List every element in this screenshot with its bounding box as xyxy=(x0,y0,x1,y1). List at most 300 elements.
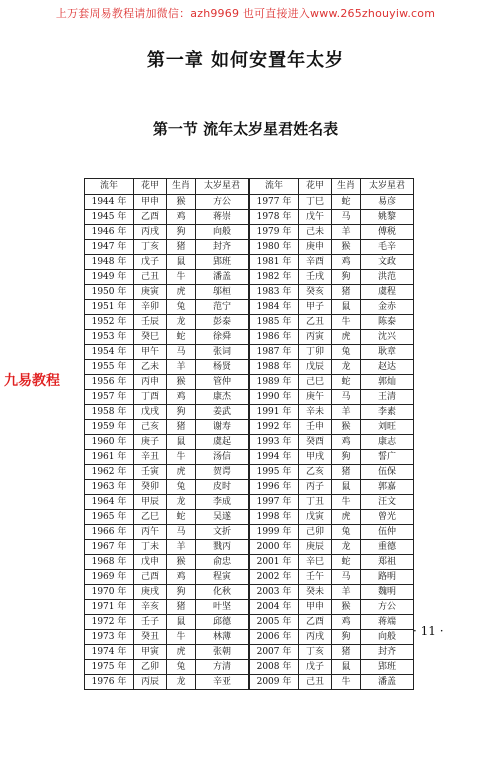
cell-zodiac: 蛇 xyxy=(332,195,361,210)
cell-ganzhi: 庚子 xyxy=(134,435,167,450)
table-row xyxy=(85,330,414,345)
cell-zodiac: 马 xyxy=(332,390,361,405)
cell-year: 1993 年 xyxy=(249,435,299,450)
cell-star: 张词 xyxy=(196,345,250,360)
cell-ganzhi: 壬寅 xyxy=(134,465,167,480)
cell-star: 汪文 xyxy=(361,495,414,510)
cell-zodiac: 虎 xyxy=(167,645,196,660)
cell-year: 2000 年 xyxy=(249,540,299,555)
cell-ganzhi: 庚寅 xyxy=(134,285,167,300)
cell-ganzhi: 壬午 xyxy=(299,570,332,585)
cell-ganzhi: 乙酉 xyxy=(134,210,167,225)
cell-star: 俞忠 xyxy=(196,555,250,570)
cell-ganzhi: 丁未 xyxy=(134,540,167,555)
cell-zodiac: 龙 xyxy=(332,360,361,375)
table-row xyxy=(85,525,414,540)
cell-year: 1948 年 xyxy=(85,255,134,270)
cell-year: 1991 年 xyxy=(249,405,299,420)
cell-zodiac: 羊 xyxy=(167,360,196,375)
cell-zodiac: 狗 xyxy=(332,630,361,645)
cell-ganzhi: 辛卯 xyxy=(134,300,167,315)
cell-year: 1965 年 xyxy=(85,510,134,525)
cell-year: 1949 年 xyxy=(85,270,134,285)
cell-zodiac: 狗 xyxy=(167,405,196,420)
cell-year: 1950 年 xyxy=(85,285,134,300)
table-row xyxy=(85,210,414,225)
cell-ganzhi: 甲午 xyxy=(134,345,167,360)
cell-star: 辛亚 xyxy=(196,675,250,690)
table-row xyxy=(85,630,414,645)
cell-year: 1990 年 xyxy=(249,390,299,405)
table-row xyxy=(85,540,414,555)
tai-sui-table xyxy=(84,178,414,690)
cell-ganzhi: 乙巳 xyxy=(134,510,167,525)
cell-year: 1985 年 xyxy=(249,315,299,330)
cell-year: 2001 年 xyxy=(249,555,299,570)
table-row xyxy=(85,675,414,690)
cell-star: 方清 xyxy=(196,660,250,675)
cell-year: 1966 年 xyxy=(85,525,134,540)
cell-year: 1947 年 xyxy=(85,240,134,255)
table-row xyxy=(85,345,414,360)
cell-year: 1984 年 xyxy=(249,300,299,315)
cell-ganzhi: 丙辰 xyxy=(134,675,167,690)
table-row xyxy=(85,645,414,660)
cell-zodiac: 兔 xyxy=(167,480,196,495)
cell-ganzhi: 戊寅 xyxy=(299,510,332,525)
cell-zodiac: 马 xyxy=(332,210,361,225)
cell-zodiac: 蛇 xyxy=(332,555,361,570)
cell-zodiac: 龙 xyxy=(332,540,361,555)
cell-year: 1945 年 xyxy=(85,210,134,225)
cell-year: 2007 年 xyxy=(249,645,299,660)
cell-star: 誓广 xyxy=(361,450,414,465)
cell-star: 张朝 xyxy=(196,645,250,660)
cell-star: 蒋端 xyxy=(361,615,414,630)
cell-ganzhi: 己未 xyxy=(299,225,332,240)
table-row xyxy=(85,615,414,630)
cell-star: 郭嘉 xyxy=(361,480,414,495)
cell-star: 潘盖 xyxy=(361,675,414,690)
cell-zodiac: 鸡 xyxy=(332,615,361,630)
cell-year: 1964 年 xyxy=(85,495,134,510)
cell-zodiac: 兔 xyxy=(332,345,361,360)
cell-ganzhi: 壬申 xyxy=(299,420,332,435)
table-row xyxy=(85,315,414,330)
cell-zodiac: 猴 xyxy=(332,240,361,255)
cell-ganzhi: 辛亥 xyxy=(134,600,167,615)
cell-star: 徐舜 xyxy=(196,330,250,345)
cell-zodiac: 羊 xyxy=(332,585,361,600)
header-ganzhi: 花甲 xyxy=(299,179,332,195)
cell-year: 2009 年 xyxy=(249,675,299,690)
cell-ganzhi: 癸亥 xyxy=(299,285,332,300)
cell-ganzhi: 己卯 xyxy=(299,525,332,540)
cell-zodiac: 龙 xyxy=(167,315,196,330)
cell-year: 1977 年 xyxy=(249,195,299,210)
cell-year: 2004 年 xyxy=(249,600,299,615)
cell-zodiac: 鸡 xyxy=(167,390,196,405)
cell-year: 1971 年 xyxy=(85,600,134,615)
table-row xyxy=(85,570,414,585)
cell-zodiac: 龙 xyxy=(167,495,196,510)
cell-star: 重德 xyxy=(361,540,414,555)
cell-year: 1968 年 xyxy=(85,555,134,570)
cell-star: 曾光 xyxy=(361,510,414,525)
cell-year: 1952 年 xyxy=(85,315,134,330)
cell-zodiac: 虎 xyxy=(167,285,196,300)
table-row xyxy=(85,510,414,525)
cell-year: 1981 年 xyxy=(249,255,299,270)
cell-zodiac: 牛 xyxy=(167,450,196,465)
cell-zodiac: 猴 xyxy=(332,600,361,615)
cell-ganzhi: 丙午 xyxy=(134,525,167,540)
cell-star: 虞程 xyxy=(361,285,414,300)
cell-ganzhi: 己亥 xyxy=(134,420,167,435)
cell-zodiac: 鼠 xyxy=(167,255,196,270)
header-year: 流年 xyxy=(85,179,134,195)
cell-zodiac: 猪 xyxy=(332,465,361,480)
cell-ganzhi: 庚申 xyxy=(299,240,332,255)
cell-star: 毛辛 xyxy=(361,240,414,255)
cell-ganzhi: 丙申 xyxy=(134,375,167,390)
table-row xyxy=(85,420,414,435)
cell-ganzhi: 己巳 xyxy=(299,375,332,390)
cell-star: 林薄 xyxy=(196,630,250,645)
cell-star: 金赤 xyxy=(361,300,414,315)
header-star: 太岁星君 xyxy=(361,179,414,195)
cell-zodiac: 牛 xyxy=(167,630,196,645)
cell-star: 姚黎 xyxy=(361,210,414,225)
cell-star: 伍仲 xyxy=(361,525,414,540)
cell-star: 沈兴 xyxy=(361,330,414,345)
cell-ganzhi: 辛巳 xyxy=(299,555,332,570)
table-row xyxy=(85,270,414,285)
cell-ganzhi: 庚戌 xyxy=(134,585,167,600)
table-row xyxy=(85,555,414,570)
table-row xyxy=(85,585,414,600)
chapter-title: 第一章 如何安置年太岁 xyxy=(146,50,345,71)
cell-ganzhi: 癸酉 xyxy=(299,435,332,450)
cell-year: 1946 年 xyxy=(85,225,134,240)
cell-ganzhi: 丁巳 xyxy=(299,195,332,210)
cell-ganzhi: 辛未 xyxy=(299,405,332,420)
cell-year: 1963 年 xyxy=(85,480,134,495)
cell-star: 方公 xyxy=(196,195,250,210)
cell-star: 化秋 xyxy=(196,585,250,600)
cell-zodiac: 蛇 xyxy=(167,330,196,345)
cell-star: 范宁 xyxy=(196,300,250,315)
cell-ganzhi: 丁卯 xyxy=(299,345,332,360)
cell-zodiac: 鼠 xyxy=(332,480,361,495)
cell-star: 杨贤 xyxy=(196,360,250,375)
cell-zodiac: 牛 xyxy=(332,315,361,330)
cell-zodiac: 鼠 xyxy=(167,615,196,630)
cell-ganzhi: 丁亥 xyxy=(134,240,167,255)
cell-zodiac: 鼠 xyxy=(332,300,361,315)
table-row xyxy=(85,255,414,270)
cell-zodiac: 鸡 xyxy=(167,570,196,585)
cell-star: 管仲 xyxy=(196,375,250,390)
cell-year: 1995 年 xyxy=(249,465,299,480)
cell-year: 1973 年 xyxy=(85,630,134,645)
cell-zodiac: 羊 xyxy=(167,540,196,555)
table-row xyxy=(85,240,414,255)
section-title: 第一节 流年太岁星君姓名表 xyxy=(152,120,339,138)
table-row xyxy=(85,435,414,450)
cell-year: 2005 年 xyxy=(249,615,299,630)
cell-ganzhi: 乙酉 xyxy=(299,615,332,630)
cell-star: 方公 xyxy=(361,600,414,615)
cell-zodiac: 狗 xyxy=(167,585,196,600)
side-stamp: 九易教程 xyxy=(4,373,60,389)
cell-year: 1982 年 xyxy=(249,270,299,285)
cell-year: 1975 年 xyxy=(85,660,134,675)
header-ganzhi: 花甲 xyxy=(134,179,167,195)
cell-star: 郢班 xyxy=(196,255,250,270)
cell-ganzhi: 辛酉 xyxy=(299,255,332,270)
table-row xyxy=(85,450,414,465)
cell-zodiac: 猴 xyxy=(332,420,361,435)
cell-star: 程寅 xyxy=(196,570,250,585)
cell-ganzhi: 丁酉 xyxy=(134,390,167,405)
cell-year: 1979 年 xyxy=(249,225,299,240)
table-row xyxy=(85,465,414,480)
cell-ganzhi: 辛丑 xyxy=(134,450,167,465)
cell-star: 傅税 xyxy=(361,225,414,240)
cell-year: 1951 年 xyxy=(85,300,134,315)
cell-zodiac: 蛇 xyxy=(332,375,361,390)
cell-zodiac: 鸡 xyxy=(332,255,361,270)
cell-star: 姜武 xyxy=(196,405,250,420)
cell-ganzhi: 乙卯 xyxy=(134,660,167,675)
cell-ganzhi: 甲申 xyxy=(134,195,167,210)
cell-ganzhi: 庚辰 xyxy=(299,540,332,555)
cell-year: 1960 年 xyxy=(85,435,134,450)
cell-star: 赵达 xyxy=(361,360,414,375)
cell-year: 1956 年 xyxy=(85,375,134,390)
cell-zodiac: 鼠 xyxy=(167,435,196,450)
cell-star: 谢寿 xyxy=(196,420,250,435)
cell-ganzhi: 甲辰 xyxy=(134,495,167,510)
cell-year: 1967 年 xyxy=(85,540,134,555)
cell-ganzhi: 戊申 xyxy=(134,555,167,570)
header-star: 太岁星君 xyxy=(196,179,250,195)
table-row xyxy=(85,195,414,210)
cell-year: 1994 年 xyxy=(249,450,299,465)
cell-zodiac: 猪 xyxy=(167,420,196,435)
cell-zodiac: 狗 xyxy=(332,450,361,465)
cell-star: 伍保 xyxy=(361,465,414,480)
cell-star: 贺谔 xyxy=(196,465,250,480)
cell-year: 1988 年 xyxy=(249,360,299,375)
watermark-text: 上万套周易教程请加微信：azh9969 也可直接进入www.265zhouyiw.com xyxy=(55,7,436,20)
cell-zodiac: 猴 xyxy=(167,195,196,210)
cell-star: 刘旺 xyxy=(361,420,414,435)
header-year: 流年 xyxy=(249,179,299,195)
table-row xyxy=(85,390,414,405)
cell-year: 1989 年 xyxy=(249,375,299,390)
cell-zodiac: 马 xyxy=(167,525,196,540)
cell-year: 1992 年 xyxy=(249,420,299,435)
cell-year: 1986 年 xyxy=(249,330,299,345)
table-row xyxy=(85,375,414,390)
cell-ganzhi: 庚午 xyxy=(299,390,332,405)
cell-star: 王清 xyxy=(361,390,414,405)
cell-zodiac: 马 xyxy=(332,570,361,585)
cell-zodiac: 狗 xyxy=(332,270,361,285)
cell-star: 文政 xyxy=(361,255,414,270)
cell-ganzhi: 甲子 xyxy=(299,300,332,315)
cell-ganzhi: 戊戌 xyxy=(134,405,167,420)
cell-star: 郢班 xyxy=(361,660,414,675)
cell-year: 1996 年 xyxy=(249,480,299,495)
table-row xyxy=(85,300,414,315)
cell-star: 邬桓 xyxy=(196,285,250,300)
cell-year: 1998 年 xyxy=(249,510,299,525)
cell-ganzhi: 己丑 xyxy=(299,675,332,690)
cell-year: 1999 年 xyxy=(249,525,299,540)
cell-ganzhi: 丁亥 xyxy=(299,645,332,660)
cell-zodiac: 虎 xyxy=(332,510,361,525)
cell-star: 路明 xyxy=(361,570,414,585)
cell-zodiac: 龙 xyxy=(167,675,196,690)
cell-zodiac: 猪 xyxy=(167,600,196,615)
cell-ganzhi: 甲寅 xyxy=(134,645,167,660)
cell-star: 叶坚 xyxy=(196,600,250,615)
cell-zodiac: 兔 xyxy=(167,300,196,315)
table-row xyxy=(85,660,414,675)
cell-year: 1987 年 xyxy=(249,345,299,360)
cell-year: 1957 年 xyxy=(85,390,134,405)
cell-star: 魏明 xyxy=(361,585,414,600)
cell-star: 蒋崇 xyxy=(196,210,250,225)
cell-year: 1958 年 xyxy=(85,405,134,420)
cell-year: 1969 年 xyxy=(85,570,134,585)
cell-ganzhi: 戊辰 xyxy=(299,360,332,375)
table-row xyxy=(85,600,414,615)
cell-star: 陈泰 xyxy=(361,315,414,330)
cell-year: 2002 年 xyxy=(249,570,299,585)
cell-zodiac: 猪 xyxy=(332,285,361,300)
cell-zodiac: 牛 xyxy=(332,495,361,510)
cell-year: 1997 年 xyxy=(249,495,299,510)
cell-star: 康杰 xyxy=(196,390,250,405)
cell-zodiac: 羊 xyxy=(332,225,361,240)
cell-zodiac: 猴 xyxy=(167,375,196,390)
cell-ganzhi: 戊子 xyxy=(134,255,167,270)
cell-ganzhi: 己酉 xyxy=(134,570,167,585)
cell-star: 潘盖 xyxy=(196,270,250,285)
cell-star: 封齐 xyxy=(361,645,414,660)
cell-ganzhi: 壬戌 xyxy=(299,270,332,285)
cell-zodiac: 猪 xyxy=(332,645,361,660)
cell-ganzhi: 癸丑 xyxy=(134,630,167,645)
cell-year: 1974 年 xyxy=(85,645,134,660)
cell-ganzhi: 壬辰 xyxy=(134,315,167,330)
cell-year: 2008 年 xyxy=(249,660,299,675)
cell-ganzhi: 壬子 xyxy=(134,615,167,630)
cell-zodiac: 蛇 xyxy=(167,510,196,525)
cell-zodiac: 鸡 xyxy=(167,210,196,225)
cell-ganzhi: 癸未 xyxy=(299,585,332,600)
cell-year: 2006 年 xyxy=(249,630,299,645)
cell-zodiac: 羊 xyxy=(332,405,361,420)
cell-star: 虞起 xyxy=(196,435,250,450)
cell-ganzhi: 乙亥 xyxy=(299,465,332,480)
cell-year: 1959 年 xyxy=(85,420,134,435)
cell-star: 郭灿 xyxy=(361,375,414,390)
cell-zodiac: 虎 xyxy=(167,465,196,480)
cell-zodiac: 鼠 xyxy=(332,660,361,675)
cell-star: 皮时 xyxy=(196,480,250,495)
cell-star: 李素 xyxy=(361,405,414,420)
table-row xyxy=(85,405,414,420)
cell-zodiac: 猪 xyxy=(167,240,196,255)
table-row xyxy=(85,360,414,375)
cell-ganzhi: 癸巳 xyxy=(134,330,167,345)
cell-ganzhi: 戊子 xyxy=(299,660,332,675)
cell-ganzhi: 丙寅 xyxy=(299,330,332,345)
cell-star: 耿章 xyxy=(361,345,414,360)
cell-zodiac: 兔 xyxy=(332,525,361,540)
cell-ganzhi: 丙戌 xyxy=(299,630,332,645)
cell-zodiac: 牛 xyxy=(332,675,361,690)
cell-year: 1978 年 xyxy=(249,210,299,225)
cell-star: 吴遂 xyxy=(196,510,250,525)
cell-year: 1983 年 xyxy=(249,285,299,300)
cell-zodiac: 虎 xyxy=(332,330,361,345)
cell-year: 1980 年 xyxy=(249,240,299,255)
cell-star: 彭泰 xyxy=(196,315,250,330)
cell-year: 1954 年 xyxy=(85,345,134,360)
table-header-row xyxy=(85,179,414,195)
cell-zodiac: 狗 xyxy=(167,225,196,240)
cell-ganzhi: 甲申 xyxy=(299,600,332,615)
cell-year: 1972 年 xyxy=(85,615,134,630)
cell-star: 邱德 xyxy=(196,615,250,630)
cell-year: 2003 年 xyxy=(249,585,299,600)
cell-year: 1955 年 xyxy=(85,360,134,375)
cell-star: 向般 xyxy=(196,225,250,240)
table-row xyxy=(85,285,414,300)
cell-ganzhi: 己丑 xyxy=(134,270,167,285)
cell-star: 易彦 xyxy=(361,195,414,210)
table-row xyxy=(85,225,414,240)
header-zodiac: 生肖 xyxy=(332,179,361,195)
cell-ganzhi: 乙未 xyxy=(134,360,167,375)
cell-year: 1962 年 xyxy=(85,465,134,480)
cell-star: 郑祖 xyxy=(361,555,414,570)
cell-year: 1970 年 xyxy=(85,585,134,600)
cell-star: 康志 xyxy=(361,435,414,450)
cell-ganzhi: 乙丑 xyxy=(299,315,332,330)
cell-star: 文折 xyxy=(196,525,250,540)
cell-star: 封齐 xyxy=(196,240,250,255)
cell-ganzhi: 丙戌 xyxy=(134,225,167,240)
cell-star: 李成 xyxy=(196,495,250,510)
cell-star: 向般 xyxy=(361,630,414,645)
cell-ganzhi: 癸卯 xyxy=(134,480,167,495)
cell-ganzhi: 丁丑 xyxy=(299,495,332,510)
cell-ganzhi: 丙子 xyxy=(299,480,332,495)
table-row xyxy=(85,495,414,510)
cell-star: 洪范 xyxy=(361,270,414,285)
cell-zodiac: 马 xyxy=(167,345,196,360)
header-zodiac: 生肖 xyxy=(167,179,196,195)
cell-zodiac: 牛 xyxy=(167,270,196,285)
cell-ganzhi: 甲戌 xyxy=(299,450,332,465)
